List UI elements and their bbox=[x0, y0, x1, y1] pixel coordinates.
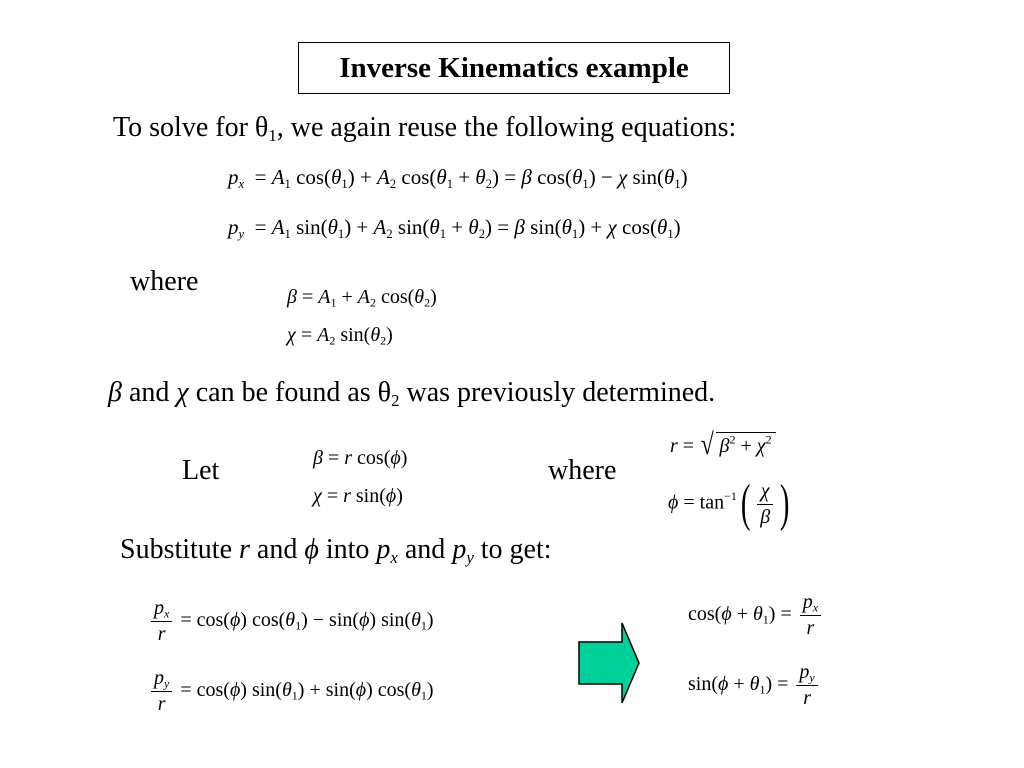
and-text: and bbox=[249, 534, 305, 565]
equation-chi-polar: χ = r sin(ϕ) bbox=[313, 485, 403, 507]
let-label: Let bbox=[182, 455, 220, 486]
intro-line bbox=[113, 112, 736, 144]
equation-chi: $\chi = A_2$ $\sin(\theta_2)$ bbox=[287, 324, 393, 348]
py-symbol: p bbox=[452, 534, 467, 565]
theta-subscript: 2 bbox=[391, 391, 400, 411]
r-symbol: r bbox=[239, 534, 250, 565]
equation-cos-sum: $\cos(\phi + \theta_1)$ = $\frac{p_x}{r}$ bbox=[688, 590, 824, 641]
into-text: into bbox=[318, 534, 377, 565]
where-label-1: where bbox=[130, 266, 199, 297]
beta-chi-line: β and χ can be found as $\theta_2$ was previously determined. bbox=[108, 377, 716, 411]
beta-chi-text: can be found as bbox=[195, 377, 378, 408]
equation-sin-sum: $\sin(\phi + \theta_1)$ = $\frac{p_y}{r}$ bbox=[688, 660, 821, 711]
py-subscript: y bbox=[466, 548, 474, 568]
substitute-text-end: to get: bbox=[473, 534, 552, 565]
and-text: and bbox=[128, 377, 170, 408]
equation-px-over-r: $\frac{p_x}{r}$ = cos(ϕ) $\cos(\theta_1) - \sin(\phi)$ $\sin(\theta_1)$ bbox=[148, 596, 434, 647]
where-label-2: where bbox=[548, 455, 617, 486]
px-subscript: x bbox=[390, 548, 398, 568]
equation-beta-polar: β = r cos(ϕ) bbox=[313, 447, 408, 469]
beta-chi-text-end: was previously determined. bbox=[399, 377, 716, 408]
equation-beta: $\beta = A_1 + A_2$ $\cos(\theta_2)$ bbox=[287, 286, 437, 310]
equation-py: $p_y = A_1$ $\sin(\theta_1) + A_2$ $\sin(\theta_1 + \theta_2) = \beta$ $\sin(\theta_1) + \chi$ $\cos(\theta_1)$ bbox=[228, 215, 681, 241]
theta-symbol: θ bbox=[254, 112, 269, 143]
substitute-line: Substitute r and ϕ into $p_x$ and $p_y$ to get: bbox=[120, 534, 552, 568]
and-text-2: and bbox=[397, 534, 453, 565]
intro-text: To solve for bbox=[113, 112, 255, 143]
slide-title: Inverse Kinematics example bbox=[298, 42, 730, 94]
equation-phi: $\phi = \tan^{-1}$( $\frac{\chi}{\beta}$ ) bbox=[668, 475, 790, 532]
px-symbol: p bbox=[376, 534, 391, 565]
theta-symbol: θ bbox=[377, 377, 392, 408]
equation-px: $p_x = A_1$ $\cos(\theta_1) + A_2$ $\cos(\theta_1 + \theta_2) = \beta$ $\cos(\theta_1) - \chi$ $\sin(\theta_1)$ bbox=[228, 165, 688, 191]
equation-py-over-r: $\frac{p_y}{r}$ = cos(ϕ) $\sin(\theta_1) + \sin(\phi)$ $\cos(\theta_1)$ bbox=[148, 666, 434, 717]
equation-r: r = √ $\beta^2 + \chi^2$ bbox=[670, 428, 776, 462]
right-arrow-icon bbox=[576, 620, 642, 706]
intro-text-end: , we again reuse the following equations: bbox=[276, 112, 737, 143]
substitute-text: Substitute bbox=[120, 534, 240, 565]
theta-subscript: 1 bbox=[268, 126, 277, 146]
